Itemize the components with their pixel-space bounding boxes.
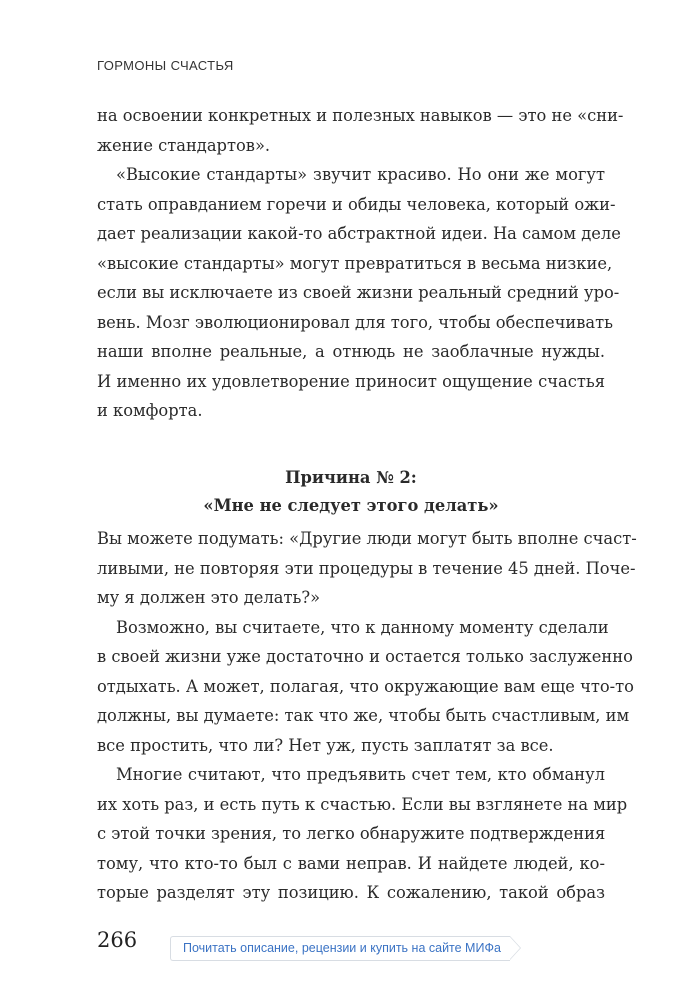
text-line: вень. Мозг эволюционировал для того, чтобы обеспечивать — [97, 312, 613, 332]
text-line: в своей жизни уже достаточно и остается только заслуженно — [97, 647, 633, 666]
running-head: ГОРМОНЫ СЧАСТЬЯ — [97, 58, 234, 73]
text-line: му я должен это делать?» — [97, 588, 321, 607]
text-line: если вы исключаете из своей жизни реальный средний уро- — [97, 283, 620, 302]
text-line: Вы можете подумать: «Другие люди могут быть вполне счаст- — [97, 529, 637, 548]
text-line: отдыхать. А может, полагая, что окружающие вам еще что-то — [97, 676, 634, 696]
heading-line-1: Причина № 2: — [285, 468, 417, 487]
heading-line-2: «Мне не следует этого делать» — [203, 496, 499, 515]
text-line: «высокие стандарты» могут превратиться в весьма низкие, — [97, 253, 613, 273]
text-line: Возможно, вы считаете, что к данному моменту сделали — [116, 617, 609, 637]
text-line: наши вполне реальные, а отнюдь не заоблачные нужды. — [97, 342, 605, 361]
text-line: и комфорта. — [97, 401, 203, 420]
text-section-1 — [97, 101, 624, 426]
text-line: тому, что кто-то был с вами неправ. И найдете людей, ко- — [97, 853, 605, 873]
text-line: их хоть раз, и есть путь к счастью. Если вы взглянете на мир — [97, 794, 628, 814]
page-number: 266 — [97, 928, 138, 952]
text-line: Многие считают, что предъявить счет тем, кто обманул — [116, 765, 605, 784]
text-line: дает реализации какой-то абстрактной идеи. На самом деле — [97, 224, 621, 243]
text-line: все простить, что ли? Нет уж, пусть заплатят за все. — [97, 735, 554, 755]
text-line: с этой точки зрения, то легко обнаружите подтверждения — [97, 824, 606, 843]
text-section-2 — [97, 524, 637, 908]
buy-on-site-link-label: Почитать описание, рецензии и купить на сайте МИФа — [183, 941, 501, 955]
text-line: ливыми, не повторяя эти процедуры в течение 45 дней. Поче- — [97, 558, 636, 578]
text-line: должны, вы думаете: так что же, чтобы быть счастливым, им — [97, 706, 630, 725]
text-line: «Высокие стандарты» звучит красиво. Но они же могут — [116, 165, 605, 184]
text-line: торые разделят эту позицию. К сожалению, такой образ — [97, 883, 605, 902]
text-line: жение стандартов». — [97, 135, 271, 155]
text-line: И именно их удовлетворение приносит ощущение счастья — [97, 371, 605, 391]
text-line: стать оправданием горечи и обиды человека, который ожи- — [97, 194, 616, 214]
buy-on-site-link[interactable] — [170, 936, 510, 961]
section-heading — [97, 464, 605, 520]
text-line: на освоении конкретных и полезных навыков — это не «сни- — [97, 106, 624, 125]
